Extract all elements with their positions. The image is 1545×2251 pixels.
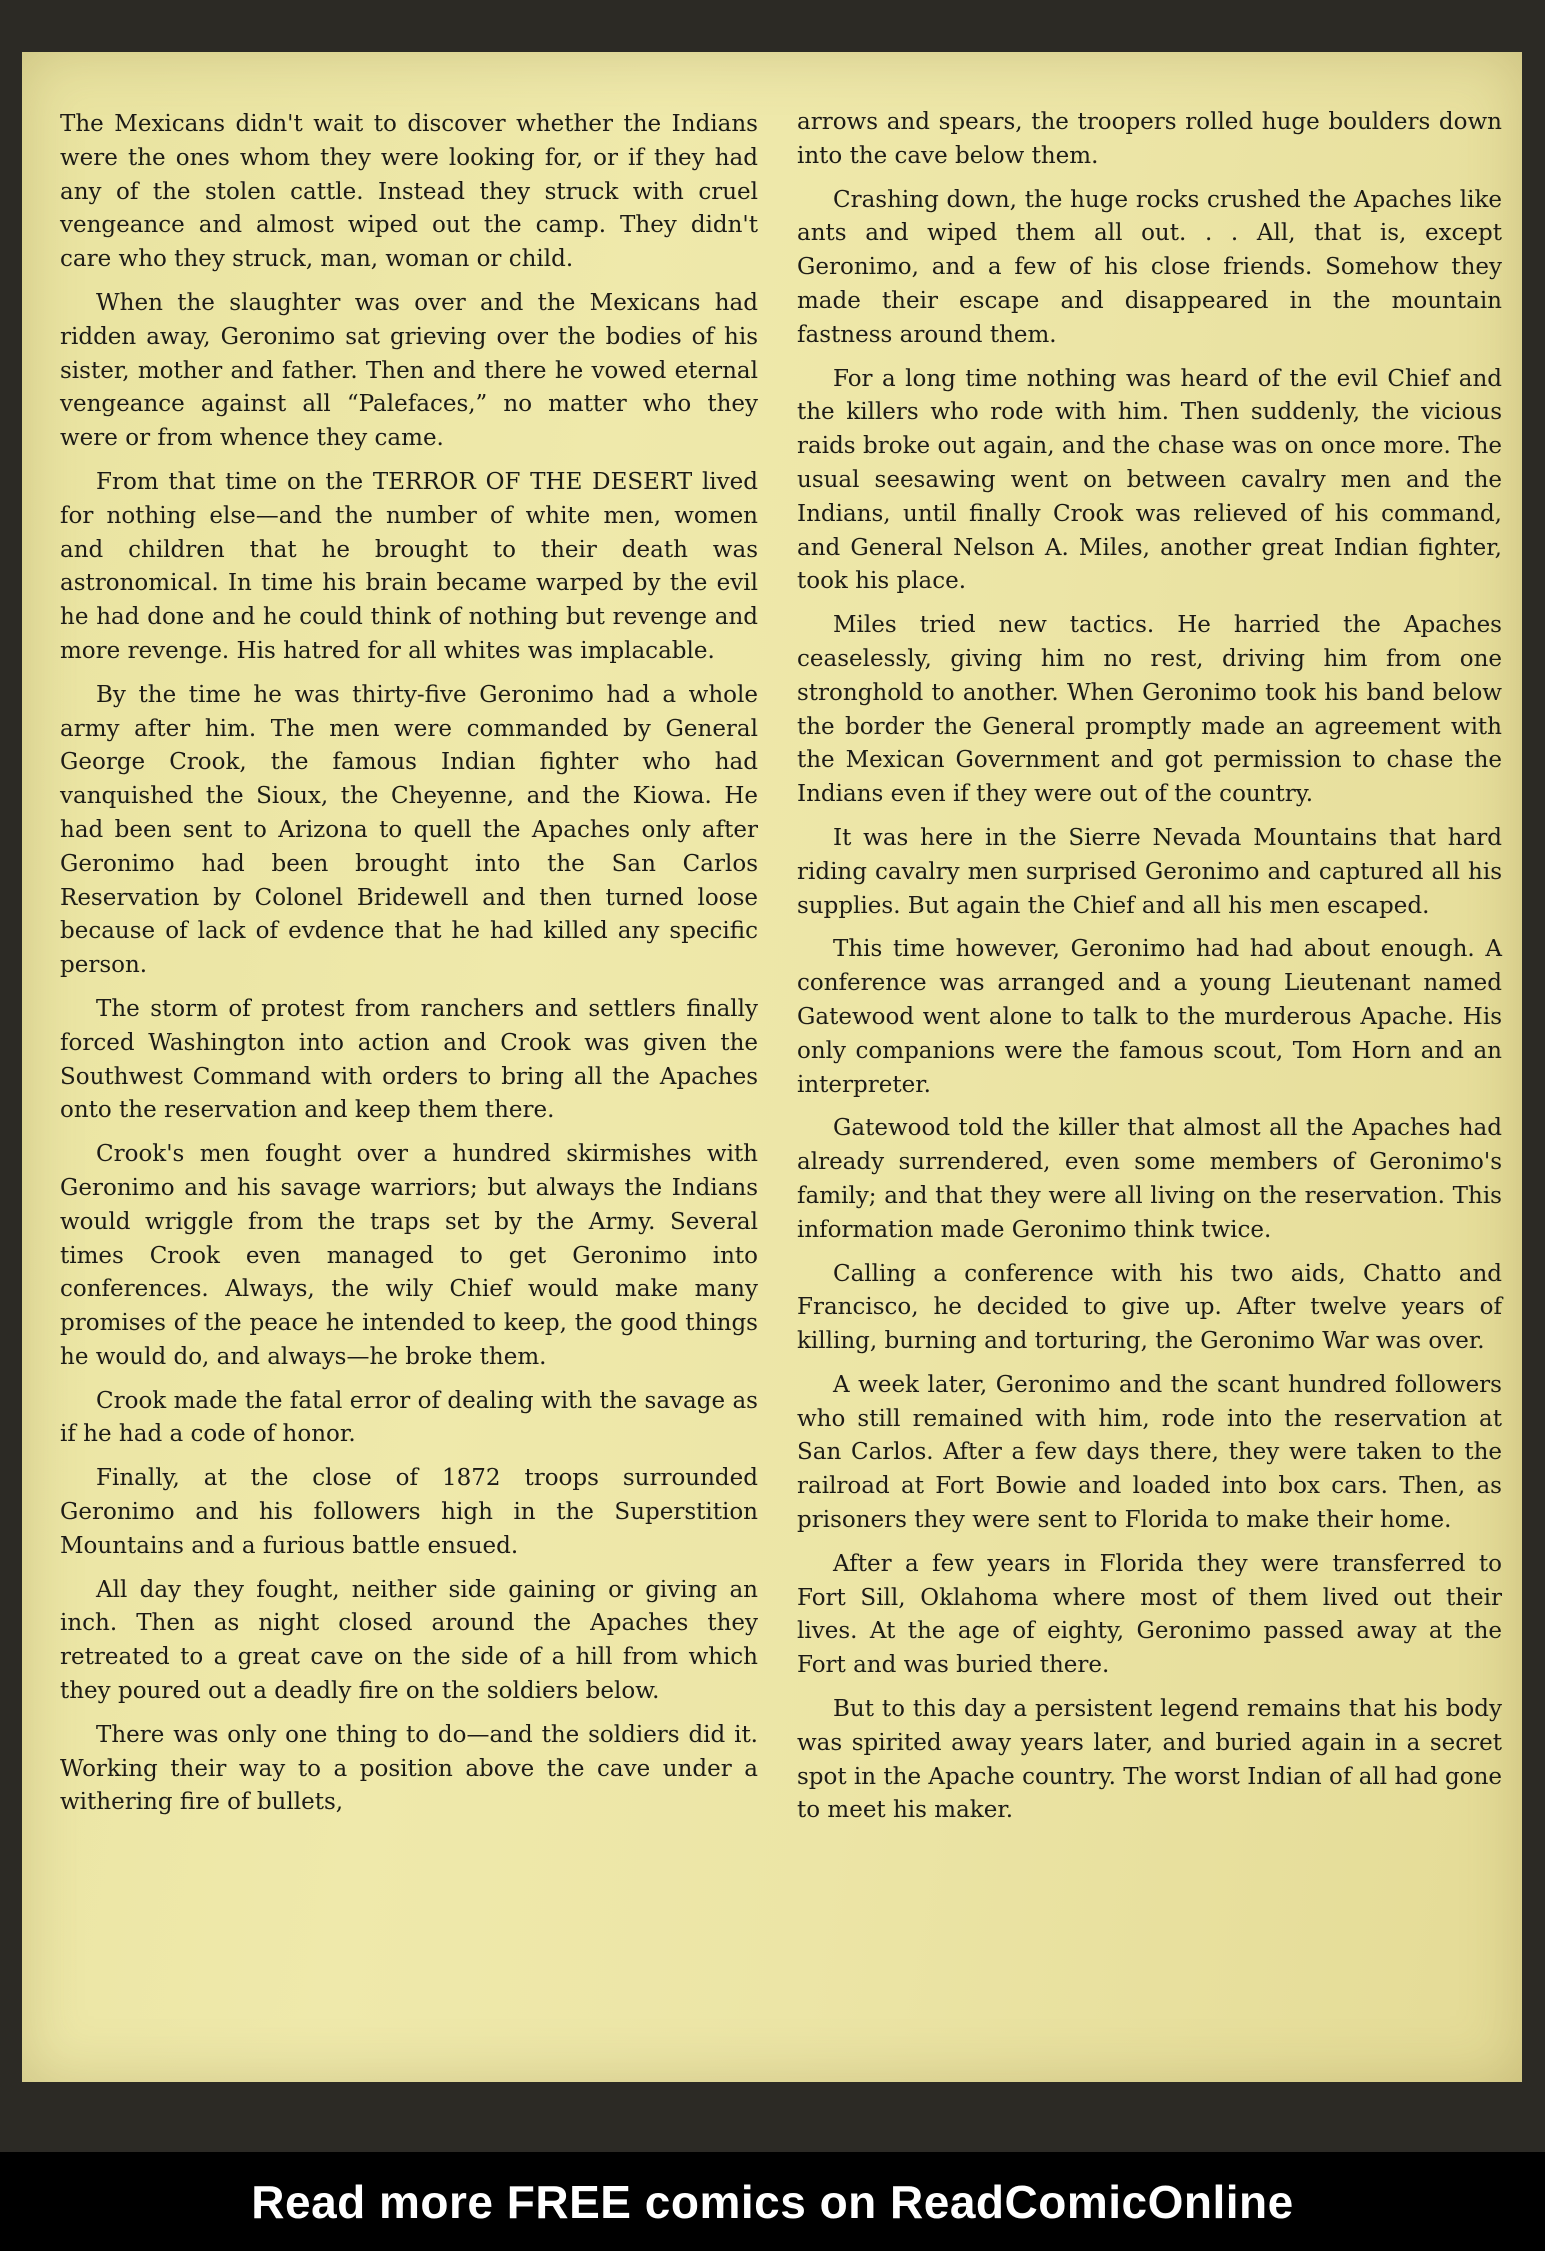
paragraph: By the time he was thirty-five Geronimo had a whole army after him. The men were commanded by General George Crook, the famous Indian fighter who had vanquished the Sioux, the Cheyenne, and the Kiowa. He had been sent to Arizona to quell the Apaches only after Geronimo had been brought into the San Carlos Reservation by Colonel Bridewell and then turned loose because of lack of evdence that he had killed any specific person. (60, 681, 758, 979)
right-column (797, 106, 1502, 1838)
paragraph: Miles tried new tactics. He harried the Apaches ceaselessly, giving him no rest, driving him from one stronghold to another. When Geronimo took his band below the border the General promptly made an agreement with the Mexican Government and got permission to chase the Indians even if they were out of the country. (797, 612, 1502, 808)
paragraph: When the slaughter was over and the Mexicans had ridden away, Geronimo sat grieving over the bodies of his sister, mother and father. Then and there he vowed eternal vengeance against all “Palefaces,” no matter who they were or from whence they came. (60, 289, 758, 452)
paragraph: The Mexicans didn't wait to discover whether the Indians were the ones whom they were looking for, or if they had any of the stolen cattle. Instead they struck with cruel vengeance and almost wiped out the camp. They didn't care who they struck, man, woman or child. (60, 111, 758, 273)
text-page (22, 52, 1522, 2082)
paragraph: Crook made the fatal error of dealing with the savage as if he had a code of honor. (60, 1387, 758, 1448)
paragraph: This time however, Geronimo had had about enough. A conference was arranged and a young Lieutenant named Gatewood went alone to talk to the murderous Apache. His only companions were the famous scout, Tom Horn and an interpreter. (797, 936, 1502, 1098)
paragraph: Gatewood told the killer that almost all the Apaches had already surrendered, even some members of Geronimo's family; and that they were all living on the reservation. This information made Geronimo think twice. (797, 1115, 1502, 1243)
paragraph: After a few years in Florida they were transferred to Fort Sill, Oklahoma where most of them lived out their lives. At the age of eighty, Geronimo passed away at the Fort and was buried there. (797, 1550, 1502, 1679)
paragraph: Crashing down, the huge rocks crushed the Apaches like ants and wiped them all out. . . All, that is, except Geronimo, and a few of his close friends. Somehow they made their escape and disappeared in the mountain fastness around them. (797, 186, 1502, 348)
paragraph: Crook's men fought over a hundred skirmishes with Geronimo and his savage warriors; but always the Indians would wriggle from the traps set by the Army. Several times Crook even managed to get Geronimo into conferences. Always, the wily Chief would make many promises of the peace he intended to keep, the good things he would do, and always—he broke them. (60, 1141, 758, 1370)
paragraph: arrows and spears, the troopers rolled huge boulders down into the cave below them. (797, 109, 1502, 169)
promo-banner (0, 2152, 1545, 2251)
paragraph: From that time on the TERROR OF THE DESERT lived for nothing else—and the number of white men, women and children that he brought to their death was astronomical. In time his brain became warped by the evil he had done and he could think of nothing but revenge and more revenge. His hatred for all whites was implacable. (60, 468, 758, 664)
paragraph: The storm of protest from ranchers and settlers finally forced Washington into action and Crook was given the Southwest Command with orders to bring all the Apaches onto the reservation and keep them there. (60, 995, 758, 1124)
paragraph: Calling a conference with his two aids, Chatto and Francisco, he decided to give up. After twelve years of killing, burning and torturing, the Geronimo War was over. (797, 1260, 1502, 1355)
paragraph: There was only one thing to do—and the soldiers did it. Working their way to a position above the cave under a withering fire of bullets, (60, 1721, 758, 1816)
paragraph: It was here in the Sierre Nevada Mountains that hard riding cavalry men surprised Geronimo and captured all his supplies. But again the Chief and all his men escaped. (797, 824, 1502, 919)
paragraph: A week later, Geronimo and the scant hundred followers who still remained with him, rode into the reservation at San Carlos. After a few days there, they were taken to the railroad at Fort Bowie and loaded into box cars. Then, as prisoners they were sent to Florida to make their home. (797, 1371, 1502, 1534)
paragraph: All day they fought, neither side gaining or giving an inch. Then as night closed around the Apaches they retreated to a great cave on the side of a hill from which they poured out a deadly fire on the soldiers below. (60, 1576, 758, 1705)
paragraph: Finally, at the close of 1872 troops surrounded Geronimo and his followers high in the Superstition Mountains and a furious battle ensued. (60, 1465, 758, 1559)
paragraph: But to this day a persistent legend remains that his body was spirited away years later, and buried again in a secret spot in the Apache country. The worst Indian of all had gone to meet his maker. (797, 1696, 1502, 1824)
promo-banner-text: Read more FREE comics on ReadComicOnline (251, 2175, 1294, 2228)
left-column (60, 108, 758, 1830)
paragraph: For a long time nothing was heard of the evil Chief and the killers who rode with him. Then suddenly, the vicious raids broke out again, and the chase was on once more. The usual seesawing went on between cavalry men and the Indians, until finally Crook was relieved of his command, and General Nelson A. Miles, another great Indian fighter, took his place. (797, 365, 1502, 595)
